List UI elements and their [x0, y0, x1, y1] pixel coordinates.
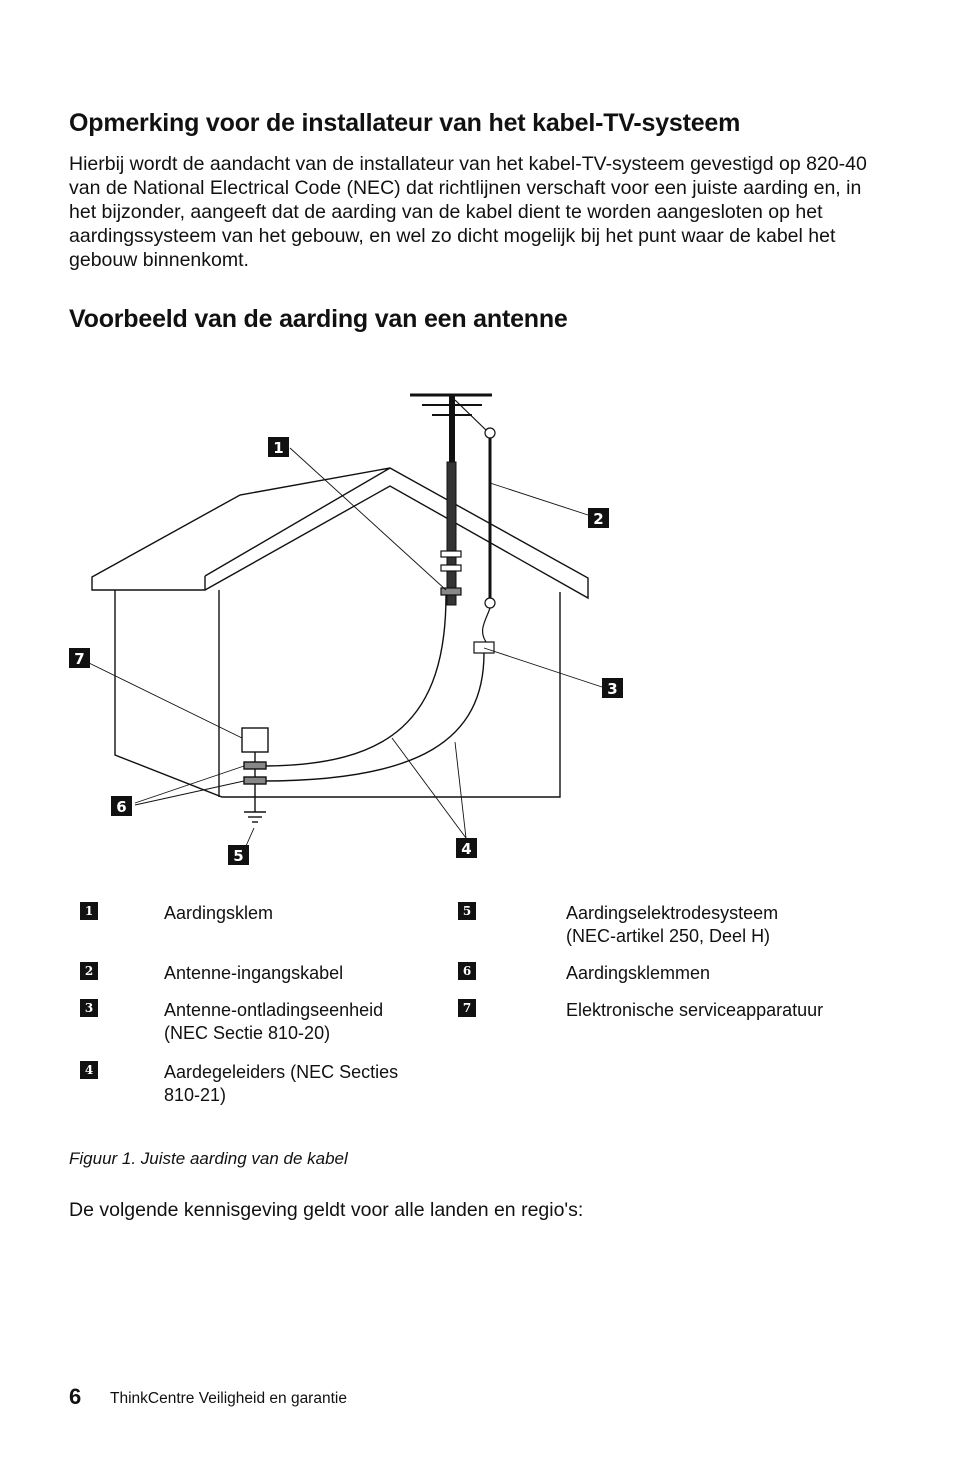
- figure-caption: Figuur 1. Juiste aarding van de kabel: [69, 1149, 348, 1168]
- callout-5-label: 5: [233, 847, 244, 865]
- page-number: 6: [69, 1384, 82, 1409]
- legend-number: 6: [458, 962, 476, 980]
- footer-title: ThinkCentre Veiligheid en garantie: [110, 1390, 347, 1407]
- section-body-cable-tv: Hierbij wordt de aandacht van de installateur van het kabel-TV-systeem gevestigd op 820-40 van de National Electrical Code (NEC) dat richtlijnen verschaft voor een juiste aarding en, in het bijzonder, aangeeft dat de aarding van de kabel dient te worden aangesloten op het aardingssysteem van het gebouw, en wel zo dicht mogelijk bij het punt waar de kabel het gebouw binnenkomt.: [69, 153, 867, 271]
- legend-number: 2: [80, 962, 98, 980]
- callout-5: [228, 845, 249, 865]
- section-title-cable-tv: Opmerking voor de installateur van het kabel-TV-systeem: [69, 109, 741, 137]
- callout-4: [456, 838, 477, 858]
- legend-number: 3: [80, 999, 98, 1017]
- grounding-conductors: [262, 595, 484, 781]
- legend-text: Elektronische serviceapparatuur: [566, 1000, 824, 1020]
- legend-text: Aardingsklemmen: [566, 963, 711, 983]
- callout-7-label: 7: [74, 650, 85, 668]
- legend-text: Antenne-ontladingseenheid (NEC Sectie 810-20): [164, 1000, 384, 1043]
- antenna-grounding-diagram: [0, 380, 954, 880]
- notice-text: De volgende kennisgeving geldt voor alle landen en regio's:: [69, 1199, 584, 1221]
- house-roof: [92, 468, 588, 598]
- callout-1: [268, 437, 289, 457]
- callout-3: [602, 678, 623, 698]
- legend-text: Aardingsklem: [164, 903, 274, 923]
- callout-4-label: 4: [461, 840, 472, 858]
- legend-number: 1: [80, 902, 98, 920]
- legend-text: Aardingselektrodesysteem (NEC-artikel 250, Deel H): [566, 903, 779, 946]
- legend-number: 4: [80, 1061, 98, 1079]
- house-outline: [115, 590, 560, 797]
- callout-7: [69, 648, 90, 668]
- callout-6-label: 6: [116, 798, 127, 816]
- callout-3-label: 3: [607, 680, 618, 698]
- legend-text: Antenne-ingangskabel: [164, 963, 344, 983]
- section-title-antenna-grounding: Voorbeeld van de aarding van een antenne: [69, 305, 568, 333]
- legend-number: 5: [458, 902, 476, 920]
- diagram-legend: [0, 900, 954, 1130]
- callout-6: [111, 796, 132, 816]
- legend-text: Aardegeleiders (NEC Secties 810-21): [164, 1062, 399, 1105]
- callout-2-label: 2: [593, 510, 604, 528]
- service-equipment: [242, 728, 268, 822]
- callout-2: [588, 508, 609, 528]
- callout-1-label: 1: [273, 439, 284, 457]
- legend-number: 7: [458, 999, 476, 1017]
